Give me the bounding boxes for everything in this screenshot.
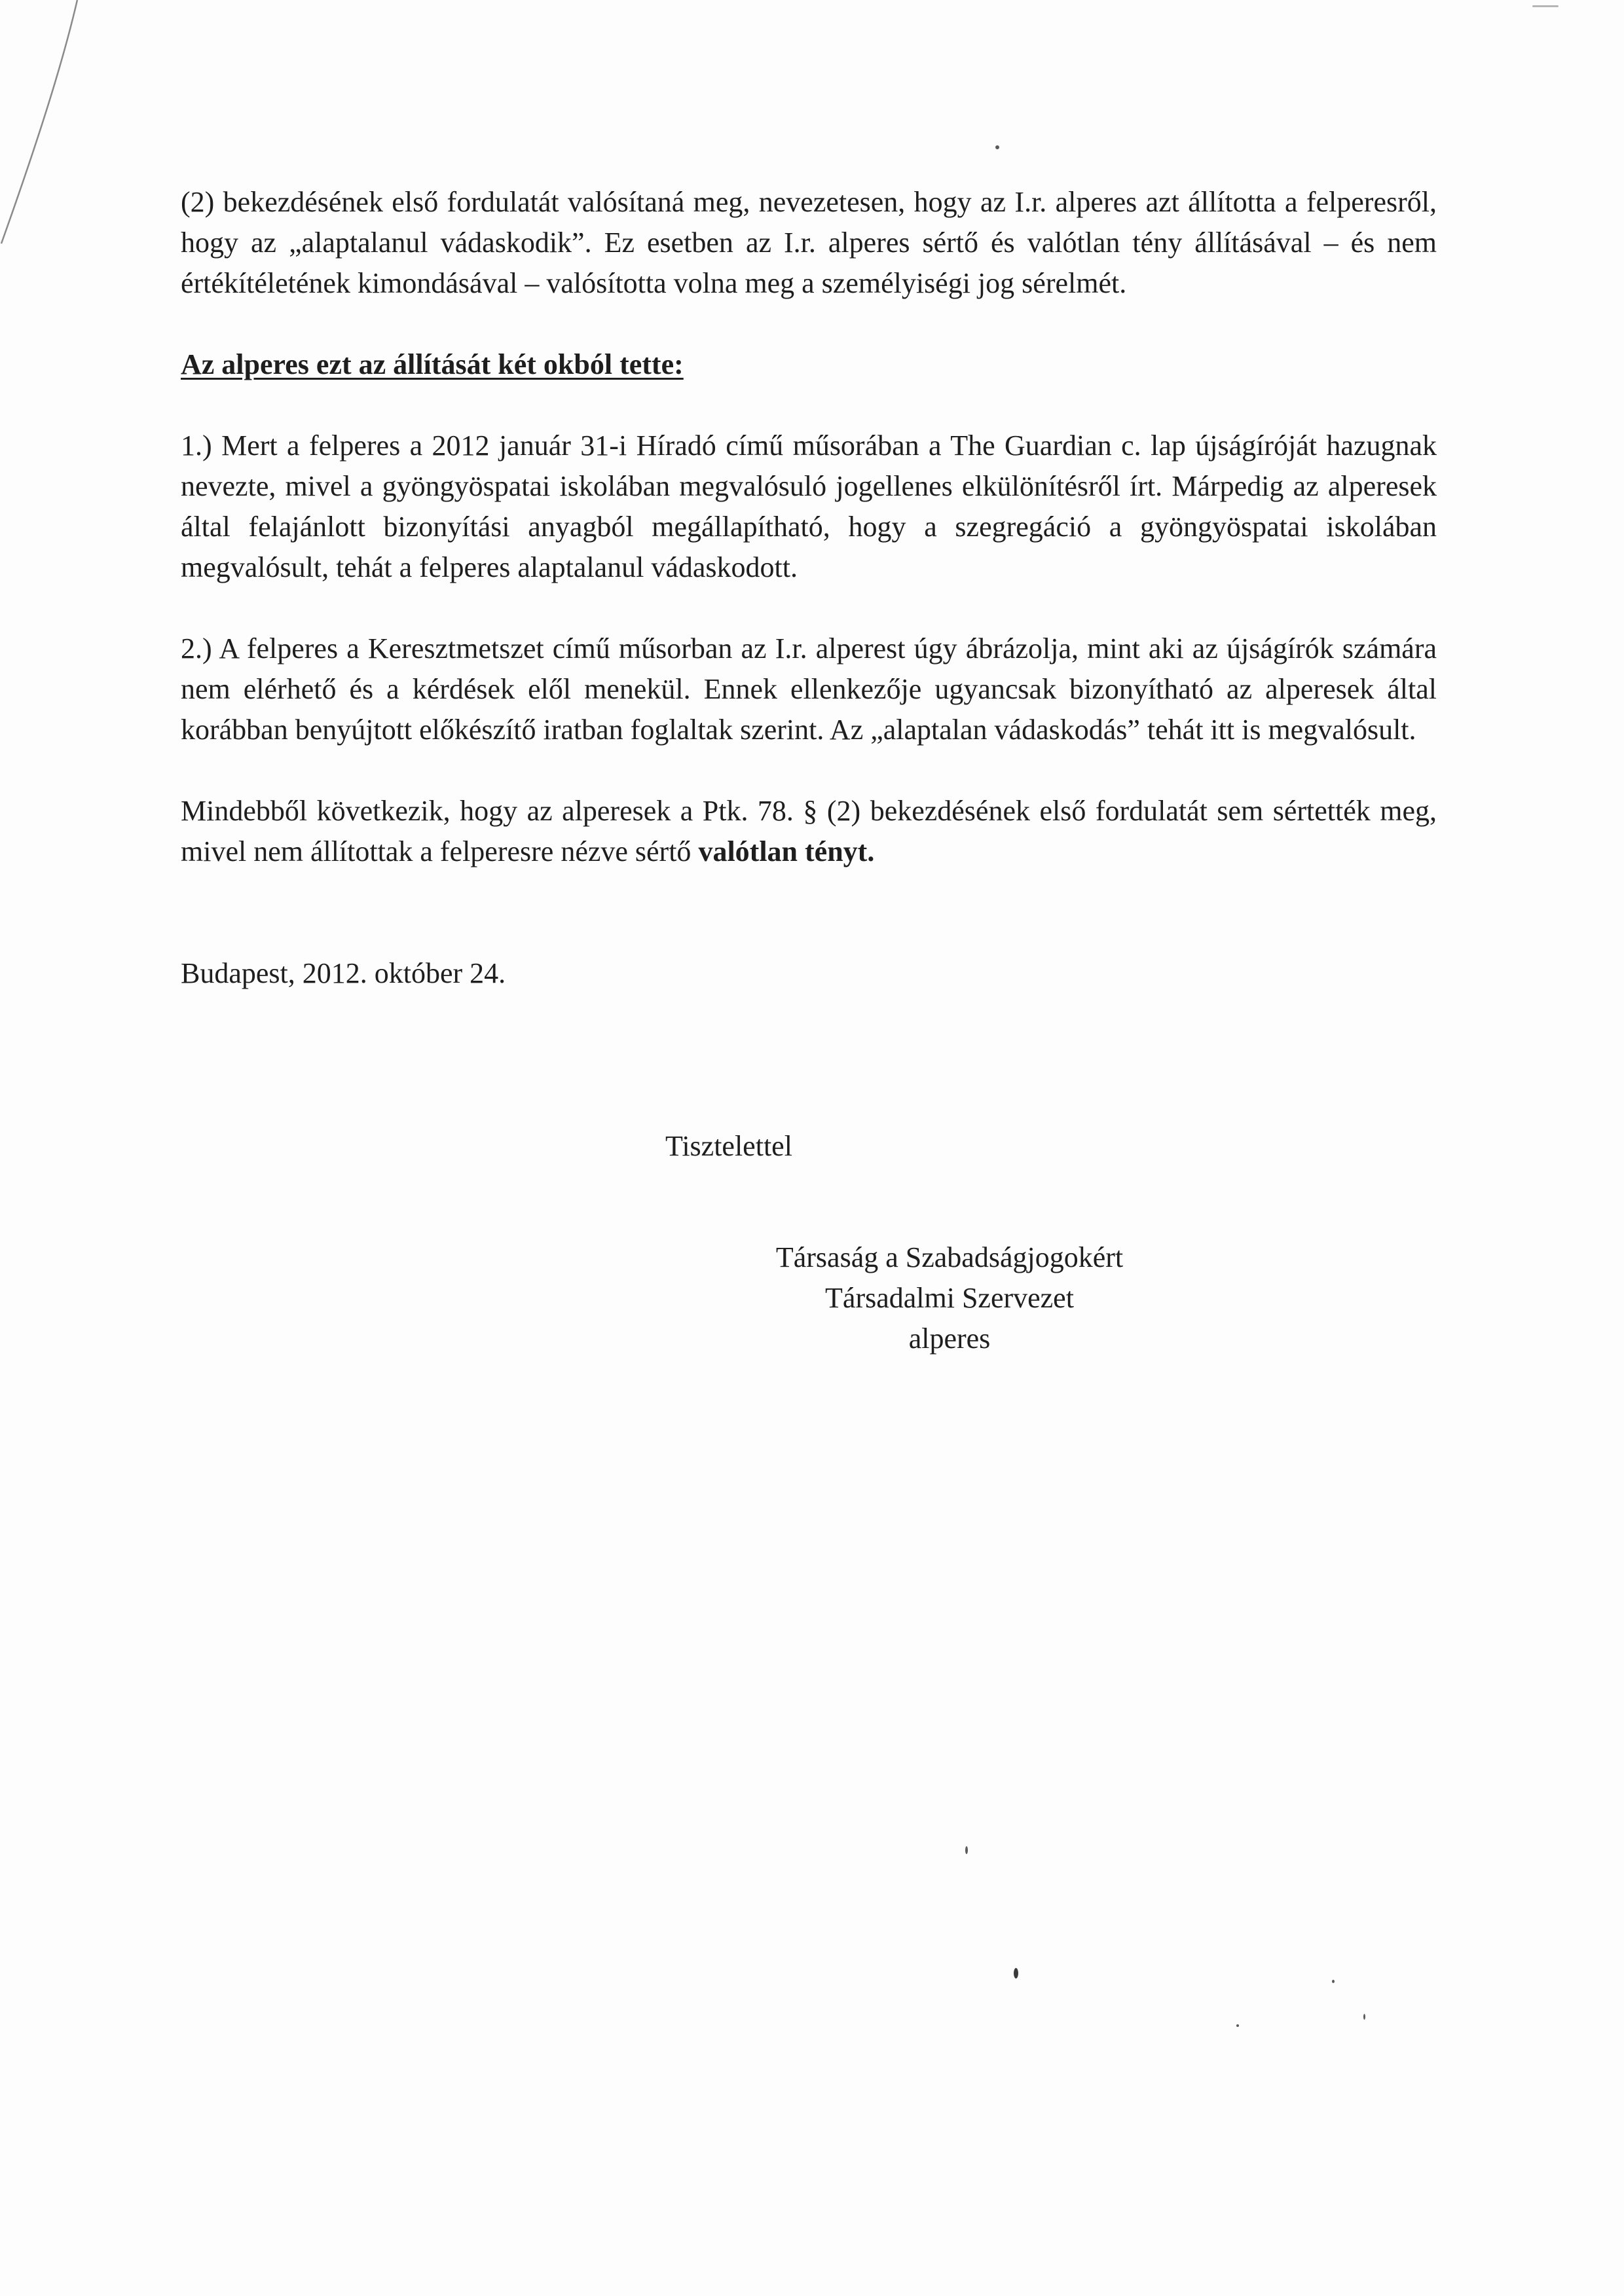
scan-speck bbox=[1363, 2014, 1365, 2020]
conclusion-text: Mindebből következik, hogy az alperesek a Ptk. 78. § (2) bekezdésének első fordulatát sem sértették meg, mivel nem állítottak a felperesre nézve sértő bbox=[181, 795, 1437, 867]
conclusion bbox=[181, 791, 1437, 872]
scan-speck bbox=[1236, 2024, 1239, 2027]
signature-organization: Társaság a Szabadságjogokért bbox=[775, 1241, 1124, 1273]
scan-speck bbox=[965, 1846, 968, 1854]
paragraph-intro: (2) bekezdésének első fordulatát valósítaná meg, nevezetesen, hogy az I.r. alperes azt állította a felperesről, hogy az „alaptalanul vádaskodik”. Ez esetben az I.r. alperes sértő és valótlan tény állításával – és nem értékítéletének kimondásával – valósította volna meg a személyiségi jog sérelmét. bbox=[181, 186, 1437, 299]
closing-salutation: Tisztelettel bbox=[665, 1130, 792, 1162]
scan-speck bbox=[1332, 1980, 1335, 1983]
scan-speck bbox=[1014, 1968, 1018, 1978]
point-one: 1.) Mert a felperes a 2012 január 31-i Híradó című műsorában a The Guardian c. lap újságíróját hazugnak nevezte, mivel a gyöngyöspatai iskolában megvalósuló jogellenes elkülönítésről írt. Márpedig az alperesek által felajánlott bizonyítási anyagból megállapítható, hogy a szegregáció a gyöngyöspatai iskolában megvalósult, tehát a felperes alaptalanul vádaskodott. bbox=[181, 429, 1437, 583]
scan-speck bbox=[1532, 5, 1559, 7]
scan-edge-mark bbox=[0, 0, 98, 249]
signature-role: alperes bbox=[908, 1322, 991, 1355]
section-heading: Az alperes ezt az állítását két okból tette: bbox=[181, 348, 684, 380]
signature-organization-type: Társadalmi Szervezet bbox=[825, 1282, 1074, 1314]
document-body bbox=[181, 182, 1437, 994]
point-two: 2.) A felperes a Keresztmetszet című műsorban az I.r. alperest úgy ábrázolja, mint aki az újságírók számára nem elérhető és a kérdések elől menekül. Ennek ellenkezője ugyancsak bizonyítható az alperesek által korábban benyújtott előkészítő iratban foglaltak szerint. Az „alaptalan vádaskodás” tehát itt is megvalósult. bbox=[181, 632, 1437, 746]
scan-speck bbox=[995, 145, 999, 149]
place-date: Budapest, 2012. október 24. bbox=[181, 957, 506, 989]
signature-block bbox=[720, 1237, 1179, 1359]
conclusion-emphasis: valótlan tényt. bbox=[698, 835, 875, 867]
